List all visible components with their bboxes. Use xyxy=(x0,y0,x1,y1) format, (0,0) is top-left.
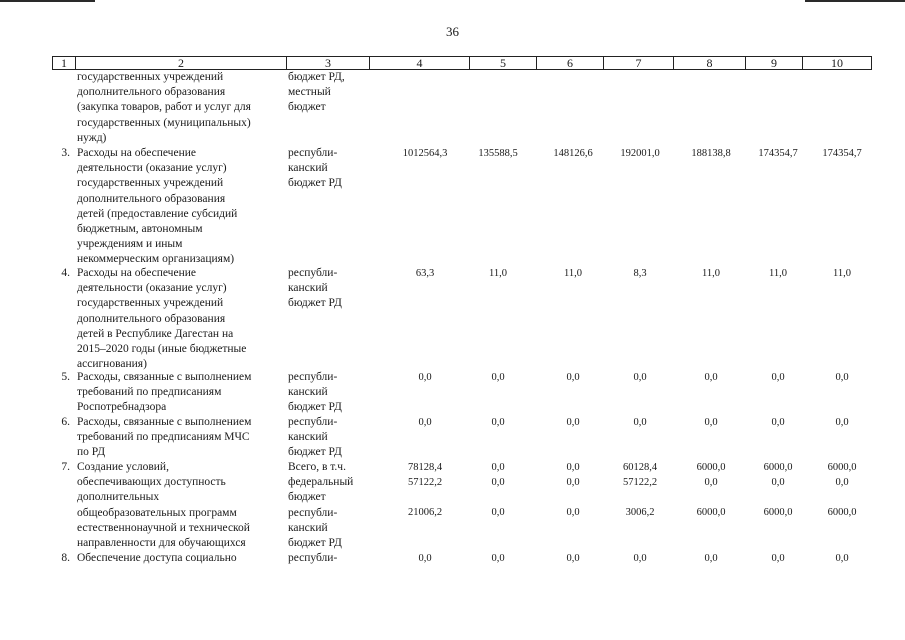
value-col-8: 6000,0 xyxy=(696,462,726,473)
value-col-7: 60128,4 xyxy=(622,462,658,473)
row-funding-source: бюджет РД, местный бюджет xyxy=(288,71,345,114)
row-description: Расходы на обеспечение деятельности (оказание услуг) государственных учреждений дополнительного образования детей в Республике Дагестан на 2015–2020 годы (иные бюджетные ассигнования) xyxy=(77,267,247,371)
value-col-9: 0,0 xyxy=(771,417,785,428)
value-col-7: 0,0 xyxy=(633,372,647,383)
scan-edge-right xyxy=(805,0,905,2)
value-col-5: 0,0 xyxy=(491,417,505,428)
value-col-6: 0,0 xyxy=(566,372,580,383)
value-col-4: 78128,4 xyxy=(407,462,443,473)
row-description: Расходы, связанные с выполнением требований по предписаниям МЧС по РД xyxy=(77,416,252,459)
value-col-10: 0,0 xyxy=(835,477,849,488)
value-col-10: 6000,0 xyxy=(827,507,857,518)
value-col-4: 0,0 xyxy=(418,417,432,428)
scan-edge-left xyxy=(0,0,95,2)
value-col-7: 8,3 xyxy=(633,268,647,279)
row-number: 4. xyxy=(61,267,70,279)
value-col-5: 0,0 xyxy=(491,372,505,383)
header-col-7: 7 xyxy=(604,57,674,70)
value-col-5: 0,0 xyxy=(491,477,505,488)
value-col-8: 6000,0 xyxy=(696,507,726,518)
value-col-10: 0,0 xyxy=(835,417,849,428)
value-col-6: 0,0 xyxy=(566,553,580,564)
value-col-6: 148126,6 xyxy=(553,148,593,159)
value-col-10: 11,0 xyxy=(833,268,851,279)
value-col-8: 188138,8 xyxy=(691,148,731,159)
header-col-10: 10 xyxy=(803,57,872,70)
header-col-9: 9 xyxy=(746,57,803,70)
table-header xyxy=(52,56,872,70)
value-col-8: 0,0 xyxy=(704,372,718,383)
value-col-6: 11,0 xyxy=(564,268,582,279)
value-col-5: 0,0 xyxy=(491,462,505,473)
row-funding-source: республи- канский бюджет РД xyxy=(288,416,342,459)
value-col-4: 57122,2 xyxy=(407,477,443,488)
value-col-9: 6000,0 xyxy=(763,507,793,518)
row-number: 6. xyxy=(61,416,70,428)
page-number: 36 xyxy=(446,24,459,39)
value-col-10: 6000,0 xyxy=(827,462,857,473)
row-number: 8. xyxy=(61,552,70,564)
value-col-9: 0,0 xyxy=(771,372,785,383)
row-description: Обеспечение доступа социально xyxy=(77,552,237,564)
value-col-4: 63,3 xyxy=(415,268,435,279)
value-col-7: 3006,2 xyxy=(625,507,655,518)
value-col-8: 0,0 xyxy=(704,417,718,428)
row-description: государственных учреждений дополнительного образования (закупка товаров, работ и услуг для государственных (муниципальных) нужд) xyxy=(77,71,251,144)
row-number: 7. xyxy=(61,461,70,473)
value-col-4: 0,0 xyxy=(418,372,432,383)
value-col-10: 174354,7 xyxy=(822,148,862,159)
value-col-8: 11,0 xyxy=(702,268,720,279)
value-col-9: 0,0 xyxy=(771,477,785,488)
value-col-9: 11,0 xyxy=(769,268,787,279)
value-col-9: 6000,0 xyxy=(763,462,793,473)
header-col-3: 3 xyxy=(287,57,370,70)
header-col-1: 1 xyxy=(53,57,76,70)
row-description: Расходы на обеспечение деятельности (оказание услуг) государственных учреждений дополнительного образования детей (предоставление субсидий бюджетным, автономным учреждениям и иным некоммерческим организациям) xyxy=(77,147,238,266)
row-number: 5. xyxy=(61,371,70,383)
value-col-5: 0,0 xyxy=(491,553,505,564)
row-funding-source: республи- канский бюджет РД xyxy=(288,371,342,414)
value-col-8: 0,0 xyxy=(704,477,718,488)
value-col-7: 0,0 xyxy=(633,417,647,428)
value-col-5: 0,0 xyxy=(491,507,505,518)
value-col-9: 0,0 xyxy=(771,553,785,564)
value-col-7: 0,0 xyxy=(633,553,647,564)
value-col-7: 192001,0 xyxy=(620,148,660,159)
value-col-6: 0,0 xyxy=(566,477,580,488)
value-col-6: 0,0 xyxy=(566,462,580,473)
row-funding-source: республи- xyxy=(288,552,338,564)
row-description: Расходы, связанные с выполнением требований по предписаниям Роспотребнадзора xyxy=(77,371,252,414)
header-col-6: 6 xyxy=(537,57,604,70)
value-col-4: 1012564,3 xyxy=(402,148,448,159)
value-col-7: 57122,2 xyxy=(622,477,658,488)
row-funding-source: республи- канский бюджет РД xyxy=(288,267,342,310)
row-funding-source: Всего, в т.ч. федеральный бюджет республи- канский бюджет РД xyxy=(288,461,354,550)
value-col-10: 0,0 xyxy=(835,372,849,383)
value-col-4: 0,0 xyxy=(418,553,432,564)
row-funding-source: республи- канский бюджет РД xyxy=(288,147,342,190)
value-col-5: 135588,5 xyxy=(478,148,518,159)
value-col-9: 174354,7 xyxy=(758,148,798,159)
value-col-10: 0,0 xyxy=(835,553,849,564)
value-col-6: 0,0 xyxy=(566,507,580,518)
header-col-5: 5 xyxy=(470,57,537,70)
row-description: Создание условий, обеспечивающих доступность дополнительных общеобразовательных программ естественнонаучной и технической направленности для обучающихся xyxy=(77,461,250,550)
value-col-6: 0,0 xyxy=(566,417,580,428)
row-number: 3. xyxy=(61,147,70,159)
header-col-4: 4 xyxy=(370,57,470,70)
header-col-8: 8 xyxy=(674,57,746,70)
value-col-5: 11,0 xyxy=(489,268,507,279)
header-col-2: 2 xyxy=(76,57,287,70)
value-col-4: 21006,2 xyxy=(407,507,443,518)
value-col-8: 0,0 xyxy=(704,553,718,564)
